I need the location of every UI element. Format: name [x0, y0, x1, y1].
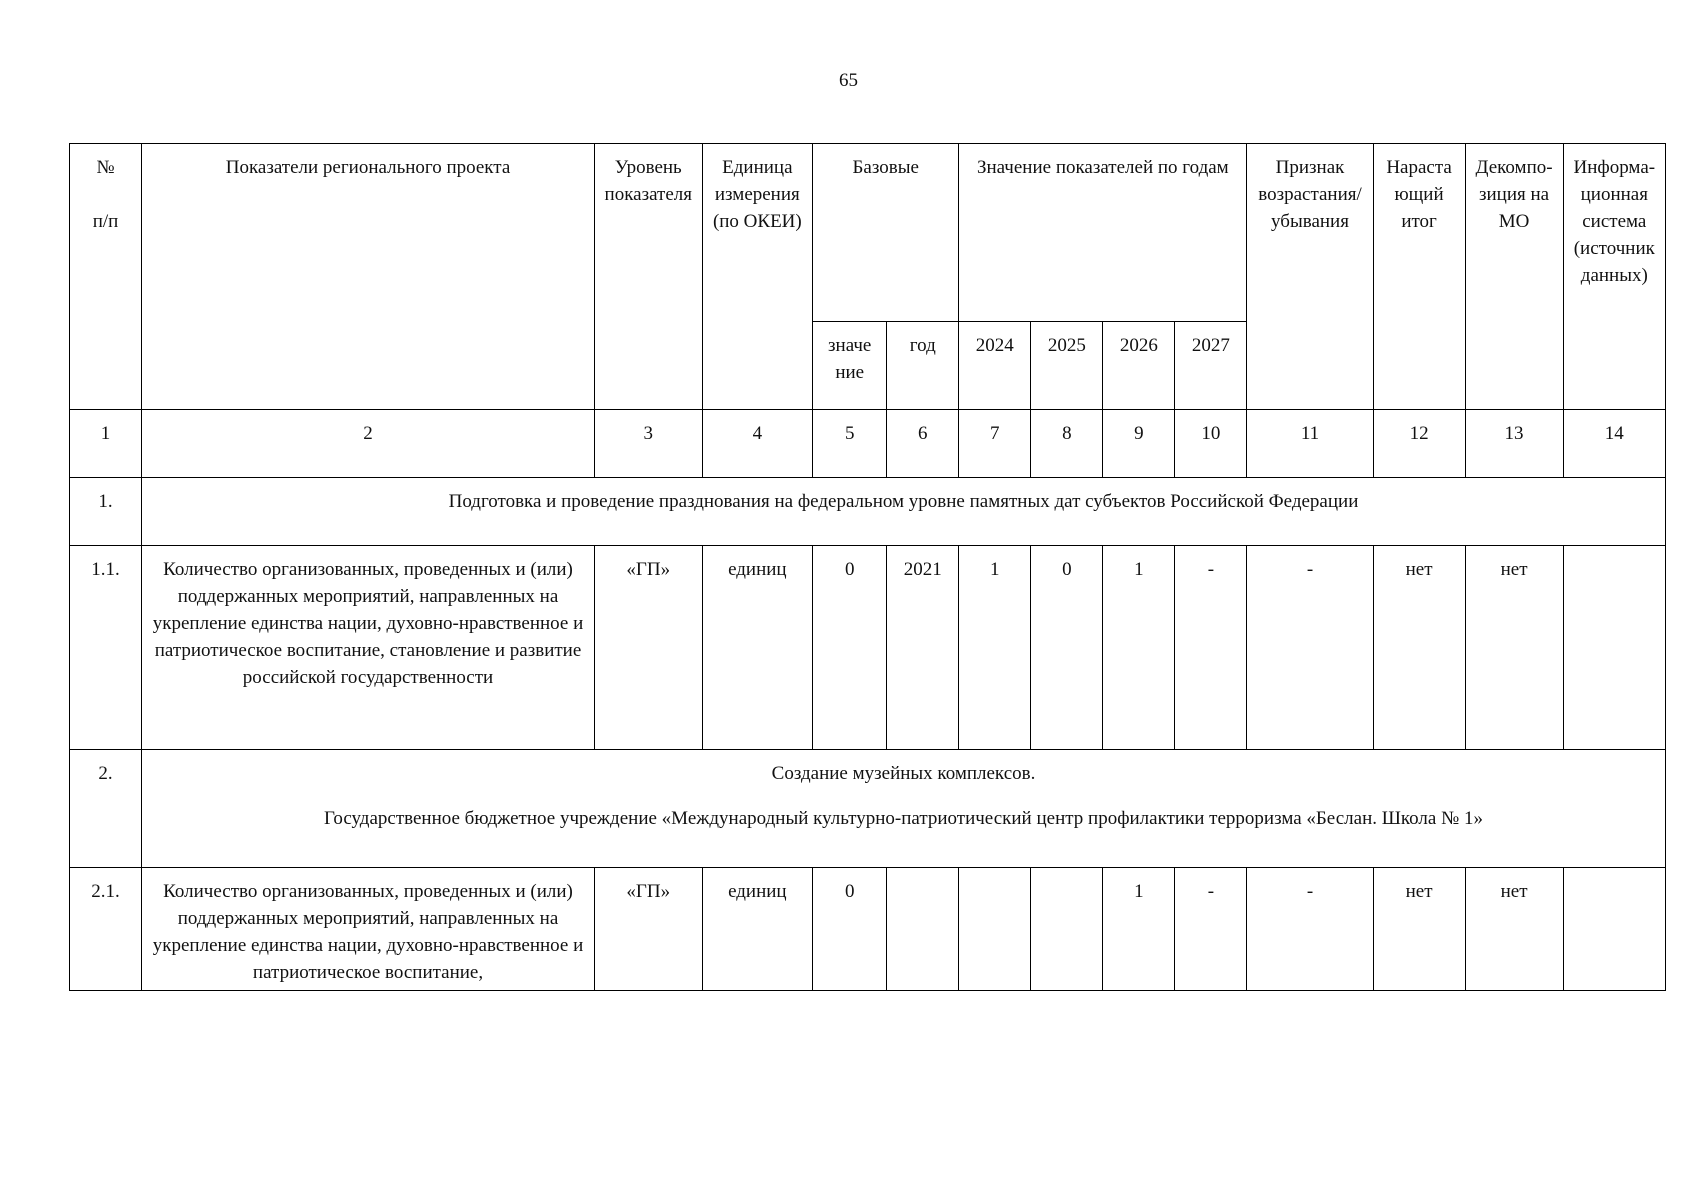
page-number: 65: [839, 70, 858, 91]
indicator-decomposition: нет: [1465, 868, 1563, 991]
section-number: 1.: [70, 478, 142, 546]
header-year-2025: 2025: [1031, 322, 1103, 410]
indicator-number: 2.1.: [70, 868, 142, 991]
section-row-1: [70, 478, 1666, 546]
indicator-value-2027: -: [1175, 546, 1247, 750]
header-cumulative: Нараста ющий итог: [1373, 144, 1465, 410]
indicator-trend: -: [1247, 868, 1373, 991]
header-num-pp: п/п: [92, 211, 119, 232]
section-row-2: [70, 750, 1666, 868]
indicator-unit: единиц: [702, 546, 813, 750]
indicator-row-1-1: [70, 546, 1666, 750]
indicator-level: «ГП»: [595, 546, 703, 750]
section-line: Создание музейных комплексов.: [771, 763, 1036, 784]
section-number: 2.: [70, 750, 142, 868]
section-title: [142, 478, 1666, 546]
indicator-value-2027: -: [1175, 868, 1247, 991]
indicator-value-2024: 1: [959, 546, 1031, 750]
column-number: 13: [1465, 410, 1563, 478]
header-level: Уровень показателя: [595, 144, 703, 410]
indicator-base-year: [887, 868, 959, 991]
indicator-level: «ГП»: [595, 868, 703, 991]
indicator-value-2025: [1031, 868, 1103, 991]
indicator-name: Количество организованных, проведенных и (или) поддержанных мероприятий, направленных на укрепление единства нации, духовно-нравственное и патриотическое воспитание, становление и развитие российской государственности: [142, 546, 595, 750]
indicator-value-2025: 0: [1031, 546, 1103, 750]
indicator-cumulative: нет: [1373, 546, 1465, 750]
indicator-base-year: 2021: [887, 546, 959, 750]
indicators-table: [69, 143, 1666, 991]
column-number: 9: [1103, 410, 1175, 478]
header-year-2024: 2024: [959, 322, 1031, 410]
indicator-base-value: 0: [813, 868, 887, 991]
indicator-row-2-1: [70, 868, 1666, 991]
column-number: 8: [1031, 410, 1103, 478]
indicator-trend: -: [1247, 546, 1373, 750]
header-row: [70, 144, 1666, 322]
indicator-name: Количество организованных, проведенных и (или) поддержанных мероприятий, направленных на укрепление единства нации, духовно-нравственное и патриотическое воспитание,: [142, 868, 595, 991]
header-indicators: Показатели регионального проекта: [142, 144, 595, 410]
indicator-unit: единиц: [702, 868, 813, 991]
header-num: [70, 144, 142, 410]
section-line: Подготовка и проведение празднования на федеральном уровне памятных дат субъектов Российской Федерации: [448, 491, 1359, 512]
indicator-base-value: 0: [813, 546, 887, 750]
column-number: 2: [142, 410, 595, 478]
indicator-cumulative: нет: [1373, 868, 1465, 991]
column-number: 14: [1563, 410, 1665, 478]
header-info-system: Информа- ционная система (источник данных): [1563, 144, 1665, 410]
column-number: 1: [70, 410, 142, 478]
column-number: 7: [959, 410, 1031, 478]
header-decomposition: Декомпо- зиция на МО: [1465, 144, 1563, 410]
column-number: 12: [1373, 410, 1465, 478]
header-unit: Единица измерения (по ОКЕИ): [702, 144, 813, 410]
section-line: Государственное бюджетное учреждение «Международный культурно-патриотический центр профилактики терроризма «Беслан. Школа № 1»: [324, 808, 1483, 829]
section-title: [142, 750, 1666, 868]
header-year-2026: 2026: [1103, 322, 1175, 410]
header-num-sign: №: [96, 157, 115, 178]
header-values-by-year: Значение показателей по годам: [959, 144, 1247, 322]
column-number: 5: [813, 410, 887, 478]
header-base-year: год: [887, 322, 959, 410]
header-year-2027: 2027: [1175, 322, 1247, 410]
column-number: 11: [1247, 410, 1373, 478]
indicator-number: 1.1.: [70, 546, 142, 750]
column-numbers-row: [70, 410, 1666, 478]
indicator-value-2026: 1: [1103, 546, 1175, 750]
indicator-value-2024: [959, 868, 1031, 991]
header-trend: Признак возрастания/ убывания: [1247, 144, 1373, 410]
column-number: 6: [887, 410, 959, 478]
header-base-value: значе ние: [813, 322, 887, 410]
indicator-info-system: [1563, 868, 1665, 991]
indicator-info-system: [1563, 546, 1665, 750]
header-base: Базовые: [813, 144, 959, 322]
indicator-decomposition: нет: [1465, 546, 1563, 750]
column-number: 10: [1175, 410, 1247, 478]
column-number: 4: [702, 410, 813, 478]
column-number: 3: [595, 410, 703, 478]
indicator-value-2026: 1: [1103, 868, 1175, 991]
